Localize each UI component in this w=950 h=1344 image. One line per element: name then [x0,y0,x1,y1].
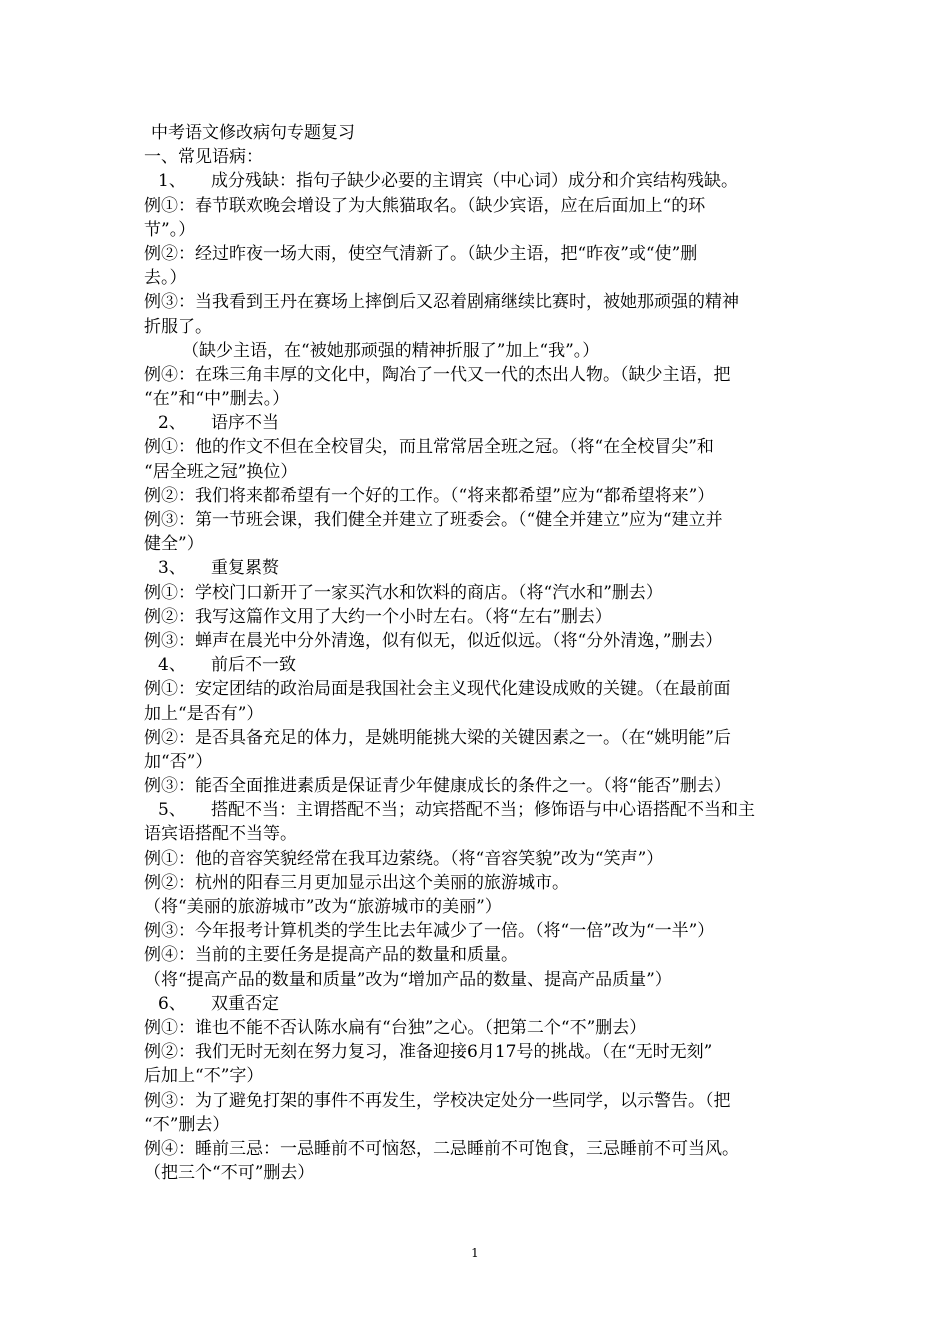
text-line: 加上“是否有”） [144,703,264,724]
section-title: 重复累赘 [211,558,279,579]
section-line [144,169,810,193]
section-title: 成分残缺：指句子缺少必要的主谓宾（中心词）成分和介宾结构残缺。 [211,171,738,192]
text-line: 例①：春节联欢晚会增设了为大熊猫取名。（缺少宾语，应在后面加上“的环 [144,195,706,216]
text-line: “在”和“中”删去。） [144,389,290,410]
section-number: 4、 [158,655,186,676]
page-number: 1 [471,1246,479,1260]
section-title: 前后不一致 [211,655,296,676]
text-line: 例④：在珠三角丰厚的文化中，陶冶了一代又一代的杰出人物。（缺少主语，把 [144,364,731,385]
text-line: 例③：蝉声在晨光中分外清逸，似有似无，似近似远。（将“分外清逸，”删去） [144,630,723,651]
section-line [144,992,810,1016]
document-title: 中考语文修改病句专题复习 [151,123,355,143]
text-line: 例①：谁也不能不否认陈水扁有“台独”之心。（把第二个“不”删去） [144,1017,647,1038]
section-title: 语序不当 [211,413,279,434]
section-title: 双重否定 [211,993,279,1014]
section-number: 2、 [158,413,186,434]
text-line: 例②：我们无时无刻在努力复习，准备迎接6月17号的挑战。（在“无时无刻” [144,1042,713,1063]
text-line: 去。） [144,268,187,289]
text-line: 例②：我们将来都希望有一个好的工作。（“将来都希望”应为“都希望将来”） [144,485,715,506]
text-line: 例③：为了避免打架的事件不再发生，学校决定处分一些同学，以示警告。（把 [144,1090,731,1111]
document-body [144,121,810,1185]
text-line: 例④：当前的主要任务是提高产品的数量和质量。 [144,945,518,966]
text-line: 例①：安定团结的政治局面是我国社会主义现代化建设成败的关键。（在最前面 [144,679,731,700]
text-line: （将“美丽的旅游城市”改为“旅游城市的美丽”） [144,897,502,917]
section-heading: 一、常见语病： [144,147,263,168]
section-number: 6、 [158,993,186,1014]
text-line: 节”。） [144,219,196,240]
text-line: 语宾语搭配不当等。 [144,824,297,845]
text-line: 例①：学校门口新开了一家买汽水和饮料的商店。（将“汽水和”删去） [144,582,663,603]
text-line: 健全”） [144,534,204,555]
text-line: “居全班之冠”换位） [144,461,298,482]
section-number: 1、 [158,171,186,192]
text-line: 例①：他的作文不但在全校冒尖，而且常常居全班之冠。（将“在全校冒尖”和 [144,437,714,458]
text-line: 例③：第一节班会课，我们健全并建立了班委会。（“健全并建立”应为“建立并 [144,510,723,530]
text-line: 后加上“不”字） [144,1066,264,1087]
note-line: （缺少主语，在“被她那顽强的精神折服了”加上“我”。） [182,340,600,361]
text-line: 例①：他的音容笑貌经常在我耳边萦绕。（将“音容笑貌”改为“笑声”） [144,848,664,869]
text-line: 例②：杭州的阳春三月更加显示出这个美丽的旅游城市。 [144,872,569,893]
section-line [144,798,810,822]
text-line: 例②：是否具备充足的体力，是姚明能挑大梁的关键因素之一。（在“姚明能”后 [144,727,731,748]
text-line: 例④：睡前三忌：一忌睡前不可恼怒，二忌睡前不可饱食，三忌睡前不可当风。 [144,1138,739,1159]
text-line: 例③：当我看到王丹在赛场上摔倒后又忍着剧痛继续比赛时，被她那顽强的精神 [144,292,739,313]
text-line: 例②：我写这篇作文用了大约一个小时左右。（将“左右”删去） [144,606,612,627]
text-line: （将“提高产品的数量和质量”改为“增加产品的数量、提高产品质量”） [144,969,672,990]
section-number: 5、 [158,800,186,821]
section-number: 3、 [158,558,186,579]
text-line: （把三个“不可”删去） [144,1163,315,1184]
section-line [144,556,810,580]
text-line: 加“否”） [144,751,213,772]
text-line: 例③：今年报考计算机类的学生比去年减少了一倍。（将“一倍”改为“一半”） [144,921,715,942]
text-line: “不”删去） [144,1114,230,1135]
section-title: 搭配不当：主谓搭配不当；动宾搭配不当；修饰语与中心语搭配不当和主 [211,800,755,821]
section-line [144,411,810,435]
text-line: 例②：经过昨夜一场大雨，使空气清新了。（缺少主语，把“昨夜”或“使”删 [144,243,698,264]
section-line [144,653,810,677]
text-line: 例③：能否全面推进素质是保证青少年健康成长的条件之一。（将“能否”删去） [144,776,731,797]
text-line: 折服了。 [144,316,212,337]
